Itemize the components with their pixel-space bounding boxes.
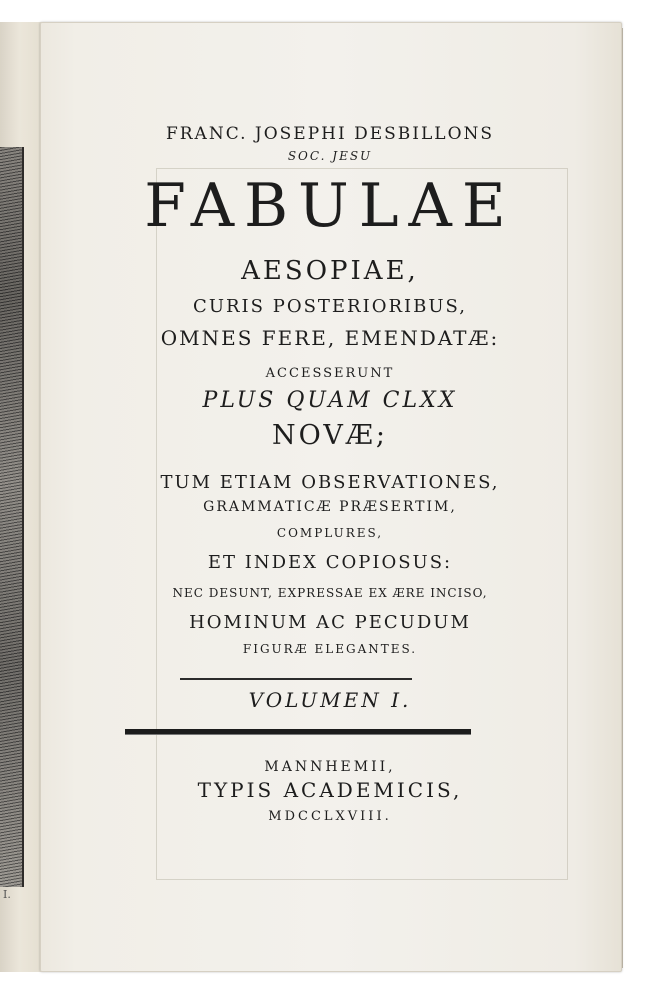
line-plus-quam: PLUS QUAM CLXX bbox=[202, 388, 458, 413]
thick-rule-divider bbox=[125, 729, 471, 735]
line-curis: CURIS POSTERIORIBUS, bbox=[193, 296, 467, 317]
line-omnes: OMNES FERE, EMENDATÆ: bbox=[160, 326, 500, 350]
title-page bbox=[40, 22, 622, 972]
verso-margin-mark: I. bbox=[3, 888, 11, 901]
society-line: SOC. JESU bbox=[287, 149, 373, 163]
book-title: FABULAE bbox=[144, 171, 516, 241]
line-grammaticae: GRAMMATICÆ PRÆSERTIM, bbox=[203, 499, 457, 515]
line-hominum: HOMINUM AC PECUDUM bbox=[189, 612, 471, 633]
line-complures: COMPLURES, bbox=[276, 526, 384, 540]
thin-rule-divider bbox=[180, 678, 412, 680]
imprint-date: MDCCLXVIII. bbox=[268, 809, 392, 824]
author-line: FRANC. JOSEPHI DESBILLONS bbox=[165, 124, 495, 144]
line-nec-desunt: NEC DESUNT, EXPRESSAE EX ÆRE INCISO, bbox=[172, 586, 488, 600]
frontispiece-engraving bbox=[0, 147, 24, 887]
line-novae: NOVÆ; bbox=[272, 420, 388, 451]
volume-label: VOLUMEN I. bbox=[248, 688, 412, 712]
line-tum-etiam: TUM ETIAM OBSERVATIONES, bbox=[160, 472, 500, 493]
book-subtitle: AESOPIAE, bbox=[241, 256, 419, 286]
line-index: ET INDEX COPIOSUS: bbox=[207, 552, 453, 573]
imprint-printer: TYPIS ACADEMICIS, bbox=[197, 778, 463, 802]
imprint-place: MANNHEMII, bbox=[264, 759, 396, 775]
line-accesserunt: ACCESSERUNT bbox=[265, 366, 395, 381]
line-figurae: FIGURÆ ELEGANTES. bbox=[242, 642, 418, 656]
